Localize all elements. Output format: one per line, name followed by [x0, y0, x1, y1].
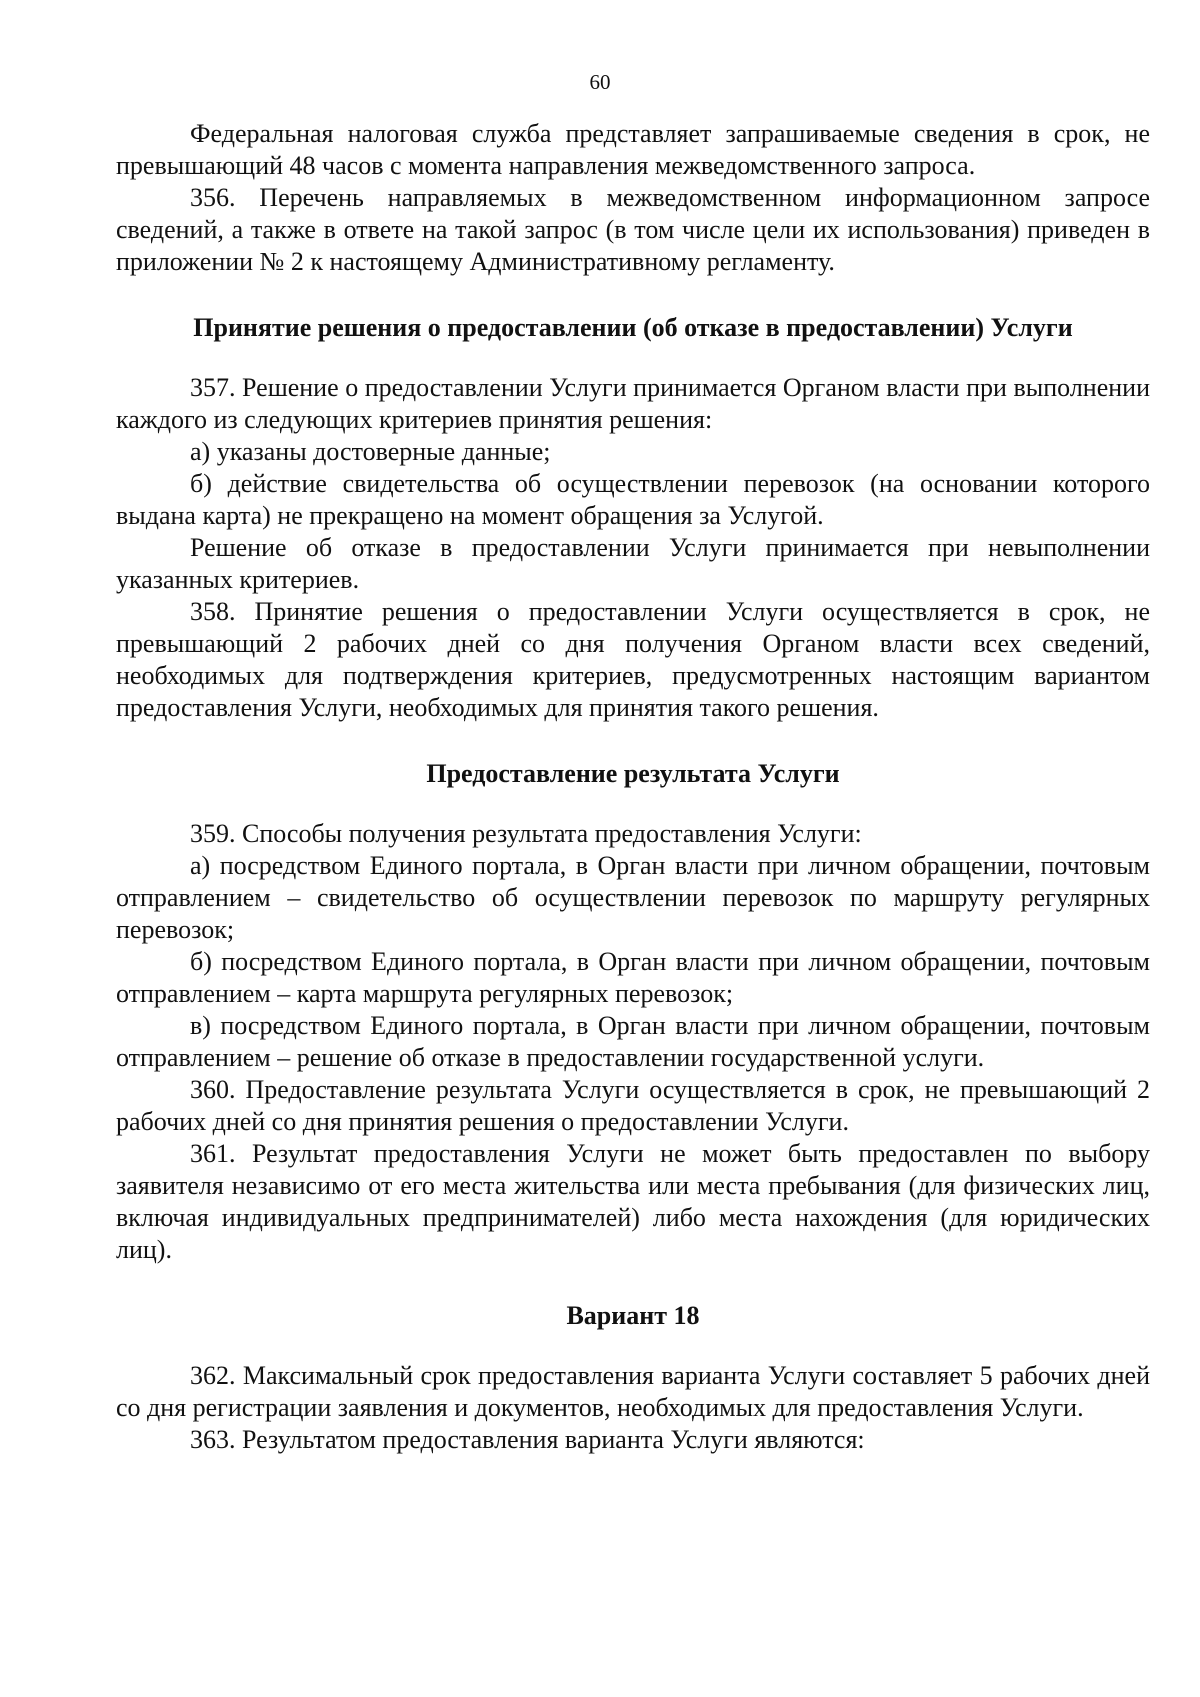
- list-item-b: б) действие свидетельства об осуществлении перевозок (на основании которого выдана карта) не прекращено на момент обращения за Услугой.: [116, 469, 1150, 530]
- section-heading-result: Предоставление результата Услуги: [426, 759, 840, 788]
- page-number: 60: [589, 70, 611, 94]
- paragraph-refusal: Решение об отказе в предоставлении Услуги принимается при невыполнении указанных критериев.: [116, 533, 1150, 594]
- paragraph-363: 363. Результатом предоставления варианта Услуги являются:: [190, 1425, 865, 1454]
- document-body: [116, 118, 1150, 1456]
- paragraph: Федеральная налоговая служба представляет запрашиваемые сведения в срок, не превышающий 48 часов с момента направления межведомственного запроса.: [116, 119, 1150, 180]
- section-heading-decision: Принятие решения о предоставлении (об отказе в предоставлении) Услуги: [193, 313, 1073, 342]
- list-item-a: а) посредством Единого портала, в Орган власти при личном обращении, почтовым отправлением – свидетельство об осуществлении перевозок по маршруту регулярных перевозок;: [116, 851, 1150, 944]
- paragraph-357: 357. Решение о предоставлении Услуги принимается Органом власти при выполнении каждого из следующих критериев принятия решения:: [116, 373, 1150, 434]
- paragraph-359: 359. Способы получения результата предоставления Услуги:: [190, 819, 862, 848]
- paragraph-356: 356. Перечень направляемых в межведомственном информационном запросе сведений, а также в ответе на такой запрос (в том числе цели их использования) приведен в приложении № 2 к настоящему Административному регламенту.: [116, 183, 1150, 276]
- list-item-c: в) посредством Единого портала, в Орган власти при личном обращении, почтовым отправлением – решение об отказе в предоставлении государственной услуги.: [116, 1011, 1150, 1072]
- paragraph-360: 360. Предоставление результата Услуги осуществляется в срок, не превышающий 2 рабочих дней со дня принятия решения о предоставлении Услуги.: [116, 1075, 1150, 1136]
- list-item-b: б) посредством Единого портала, в Орган власти при личном обращении, почтовым отправлением – карта маршрута регулярных перевозок;: [116, 947, 1150, 1008]
- paragraph-362: 362. Максимальный срок предоставления варианта Услуги составляет 5 рабочих дней со дня регистрации заявления и документов, необходимых для предоставления Услуги.: [116, 1361, 1150, 1422]
- section-heading-variant-18: Вариант 18: [566, 1301, 700, 1330]
- paragraph-361: 361. Результат предоставления Услуги не может быть предоставлен по выбору заявителя независимо от его места жительства или места пребывания (для физических лиц, включая индивидуальных предпринимателей) либо места нахождения (для юридических лиц).: [116, 1139, 1150, 1264]
- list-item-a: а) указаны достоверные данные;: [190, 437, 551, 466]
- paragraph-358: 358. Принятие решения о предоставлении Услуги осуществляется в срок, не превышающий 2 рабочих дней со дня получения Органом власти всех сведений, необходимых для подтверждения критериев, предусмотренных настоящим вариантом предоставления Услуги, необходимых для принятия такого решения.: [116, 597, 1150, 722]
